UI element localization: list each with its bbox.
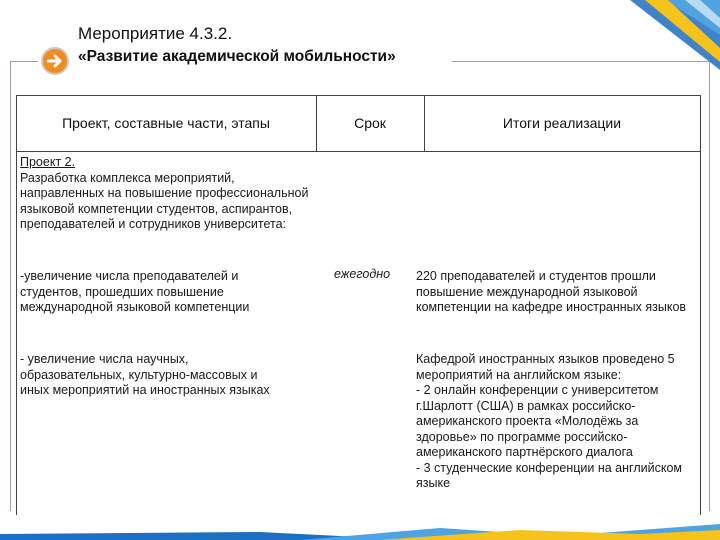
header-term: Срок	[354, 115, 386, 131]
row-1-term: ежегодно	[334, 267, 391, 281]
header-result: Итоги реализации	[502, 115, 622, 131]
title-line-1: Мероприятие 4.3.2.	[78, 24, 233, 43]
row-1-stage: -увеличение числа преподавателей и студентов, прошедших повышение международной языковой компетенции	[20, 269, 250, 314]
header-project: Проект, составные части, этапы	[62, 115, 270, 131]
frame-left	[10, 61, 11, 511]
table-left-border	[16, 95, 17, 515]
row-2-result-line: - 3 студенческие конференции на английском языке	[416, 460, 682, 490]
project-description: Разработка комплекса мероприятий, направленных на повышение профессиональной языковой компетенции студентов, аспирантов, преподавателей и сотрудников университета:	[20, 170, 309, 231]
table-header-border	[16, 151, 700, 152]
frame-rule-top-left	[10, 61, 38, 62]
row-2-result-line: - 2 онлайн конференции с университетом г.Шарлотт (США) в рамках российско-американского проекта «Молодёжь за здоровье» по программе российско-американского партнёрского диалога	[416, 383, 659, 459]
results-table	[16, 95, 710, 515]
frame-rule-top-right	[452, 61, 710, 62]
bottom-decoration	[0, 496, 720, 540]
title-line-2: «Развитие академической мобильности»	[78, 48, 396, 65]
row-2-result	[416, 352, 698, 492]
project-description-cell	[20, 155, 310, 233]
row-2-stage: - увеличение числа научных, образовательных, культурно-массовых и иных мероприятий на иностранных языках	[20, 352, 270, 397]
table-right-border	[700, 95, 701, 515]
table-top-border	[16, 95, 700, 96]
row-2-result-line: Кафедрой иностранных языков проведено 5 мероприятий на английском языке:	[416, 352, 675, 382]
arrow-right-icon	[40, 46, 70, 76]
project-heading: Проект 2.	[20, 155, 76, 169]
row-1-result: 220 преподавателей и студентов прошли повышение международной языковой компетенции на кафедре иностранных языков	[416, 269, 687, 314]
